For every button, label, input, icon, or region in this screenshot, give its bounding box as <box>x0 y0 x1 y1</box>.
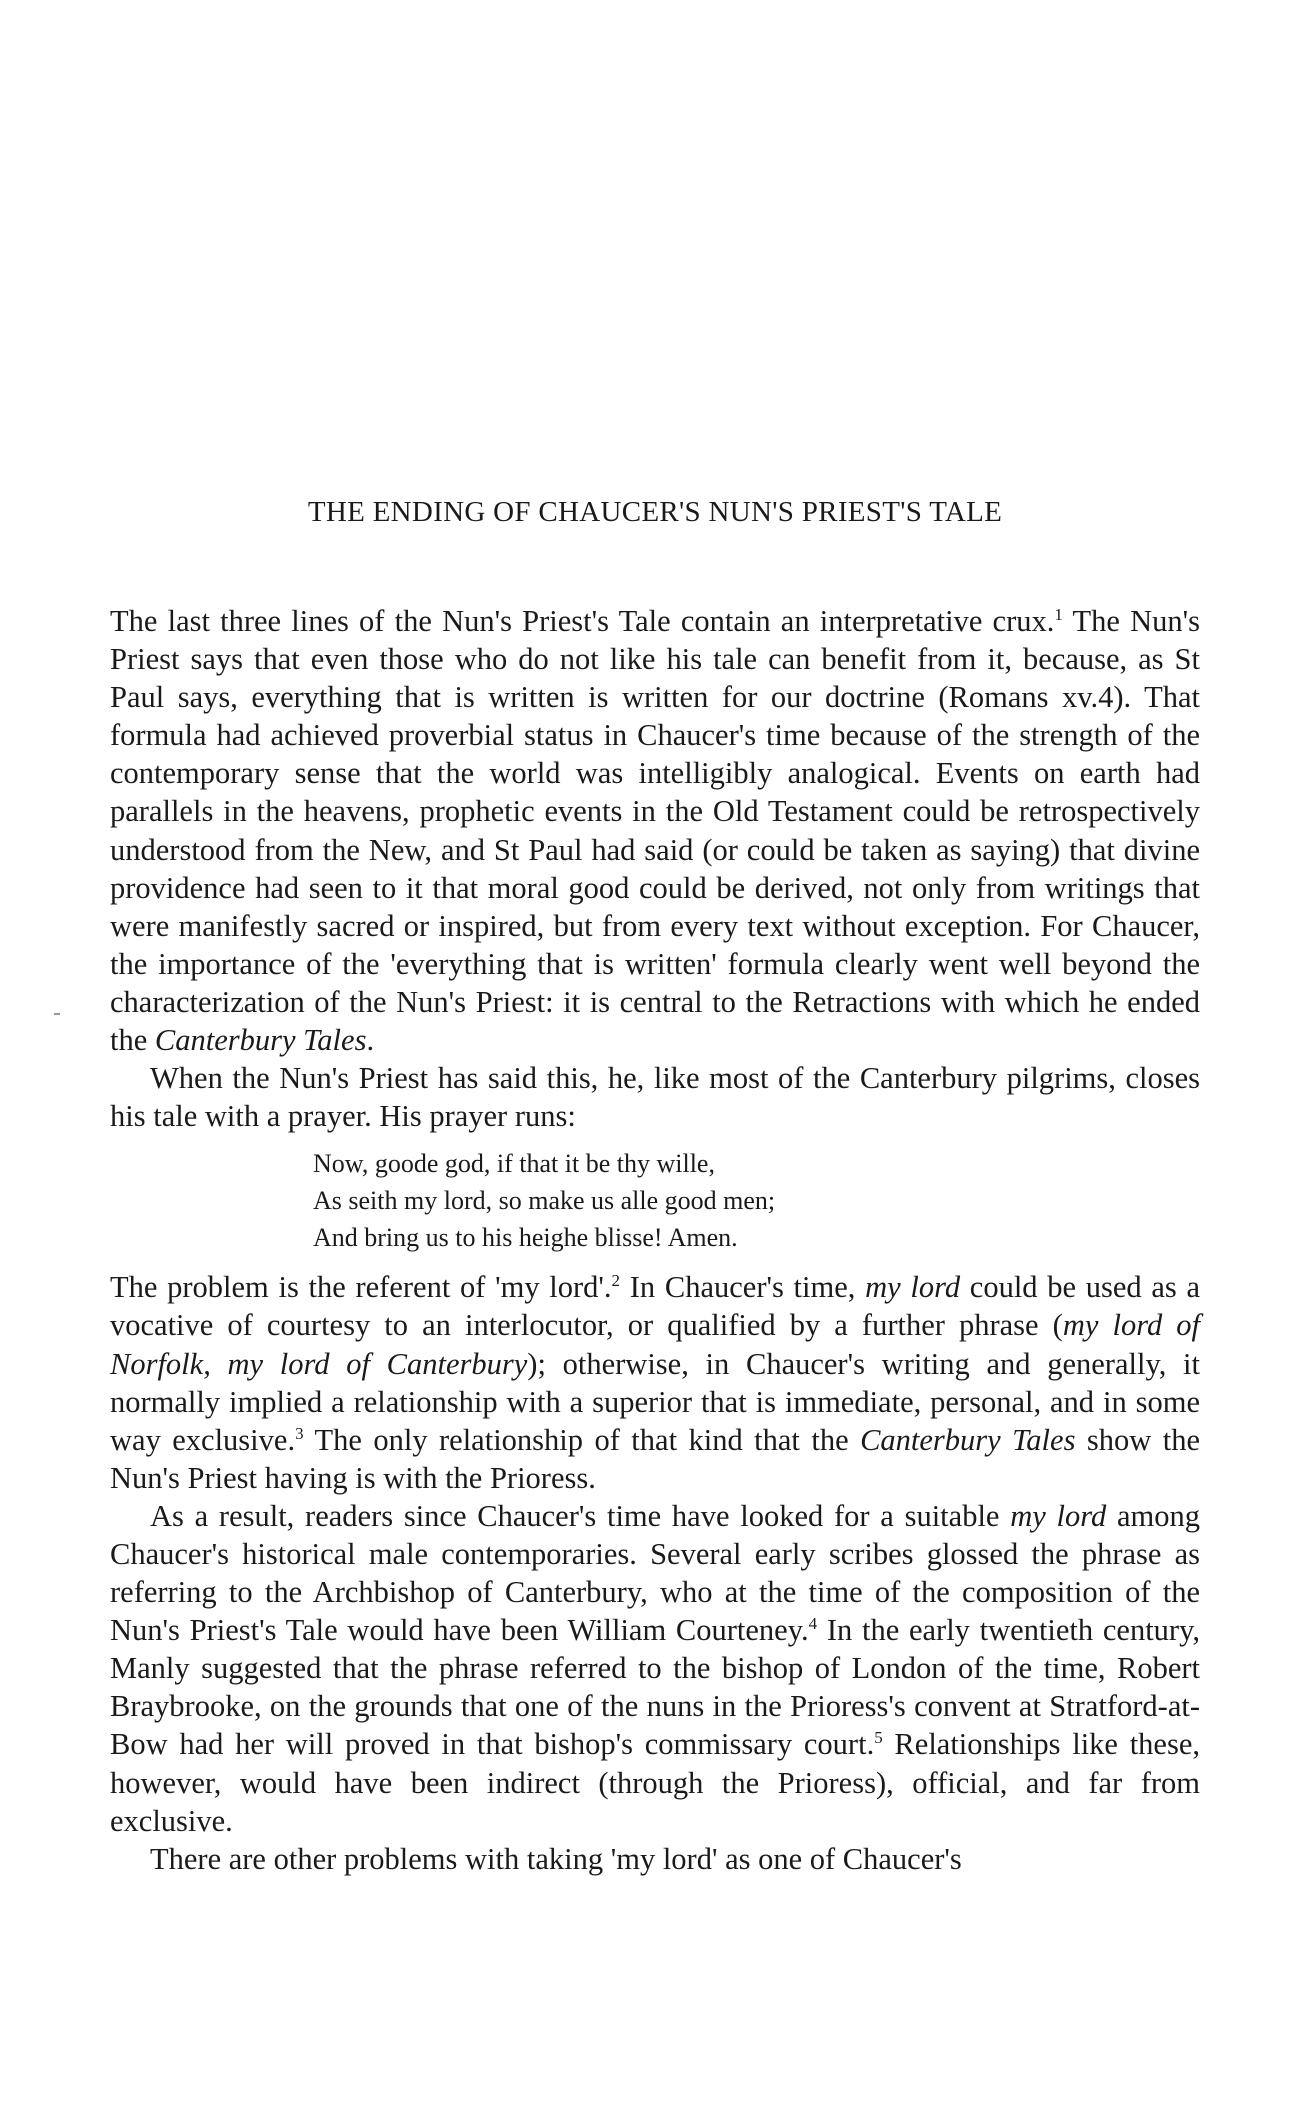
text-run: could be used as a vocative of courtesy to an interlocutor, or qualified by a further phrase ( <box>110 1270 1201 1343</box>
page-title: THE ENDING OF CHAUCER'S NUN'S PRIEST'S TALE <box>307 496 1003 528</box>
text-run: . <box>366 1023 375 1058</box>
text-run: The Nun's Priest says that even those who do not like his tale can benefit from it, because, as St Paul says, everything that is written is written for our doctrine (Romans xv.4). That formula had achieved proverbial status in Chaucer's time because of the strength of the contemporary sense that the world was intelligibly analogical. Events on earth had parallels in the heavens, prophetic events in the Old Testament could be retrospectively understood from the New, and St Paul had said (or could be taken as saying) that divine providence had seen to it that moral good could be derived, not only from writings that were manifestly sacred or inspired, but from every text without exception. For Chaucer, the importance of the 'everything that is written' formula clearly went well beyond the characterization of the Nun's Priest: it is central to the Retractions with which he ended the <box>110 604 1200 1058</box>
text-run: among Chaucer's historical male contemporaries. Several early scribes glossed the phrase as referring to the Archbishop of Canterbury, who at the time of the composition of the Nun's Priest's Tale would have been William Courteney. <box>110 1498 1201 1648</box>
text-run: In the early twentieth century, Manly suggested that the phrase referred to the bishop of London of the time, Robert Braybrooke, on the grounds that one of the nuns in the Prioress's convent at Stratford-at-Bow had her will proved in that bishop's commissary court. <box>110 1613 1200 1762</box>
paragraph-3 <box>110 1268 1200 1497</box>
verse-line: Now, goode god, if that it be thy wille, <box>313 1149 715 1179</box>
footnote-ref-3[interactable]: 3 <box>295 1423 304 1443</box>
text-run: ); otherwise, in Chaucer's writing and generally, it normally implied a relationship with a superior that is immediate, personal, and in some way exclusive. <box>110 1346 1200 1457</box>
italic-phrase: my lord of Norfolk, my lord of Canterbury <box>110 1308 1201 1381</box>
verse-line: As seith my lord, so make us alle good men; <box>313 1186 776 1216</box>
body-text <box>110 602 1200 1878</box>
italic-title: Canterbury Tales <box>860 1422 1076 1457</box>
footnote-ref-1[interactable]: 1 <box>1054 605 1063 624</box>
italic-phrase: my lord <box>865 1270 961 1305</box>
text-run: In Chaucer's time, <box>620 1270 866 1305</box>
paragraph-1 <box>110 602 1200 1059</box>
verse-line: And bring us to his heighe blisse! Amen. <box>313 1223 738 1253</box>
footnote-ref-4[interactable]: 4 <box>808 1614 818 1634</box>
text-run: The last three lines of the Nun's Priest's Tale contain an interpretative crux. <box>110 604 1055 638</box>
footnote-ref-2[interactable]: 2 <box>611 1271 621 1291</box>
text-run: Relationships like these, however, would have been indirect (through the Prioress), official, and far from exclusive. <box>110 1727 1200 1838</box>
text-run: The problem is the referent of 'my lord'. <box>110 1270 612 1305</box>
text-run: show the Nun's Priest having is with the Prioress. <box>110 1422 1200 1495</box>
verse-quotation <box>110 1145 1200 1256</box>
footnote-ref-5[interactable]: 5 <box>874 1728 883 1748</box>
paragraph-2: When the Nun's Priest has said this, he, like most of the Canterbury pilgrims, closes his tale with a prayer. His prayer runs: <box>110 1061 1200 1134</box>
text-run: The only relationship of that kind that the <box>303 1422 861 1457</box>
text-run: As a result, readers since Chaucer's time have looked for a suitable <box>150 1498 1011 1533</box>
margin-mark <box>54 1013 60 1015</box>
italic-phrase: my lord <box>1010 1498 1107 1533</box>
paragraph-5: There are other problems with taking 'my lord' as one of Chaucer's <box>150 1841 962 1876</box>
italic-title: Canterbury Tales <box>154 1023 367 1058</box>
paragraph-4 <box>110 1497 1200 1840</box>
